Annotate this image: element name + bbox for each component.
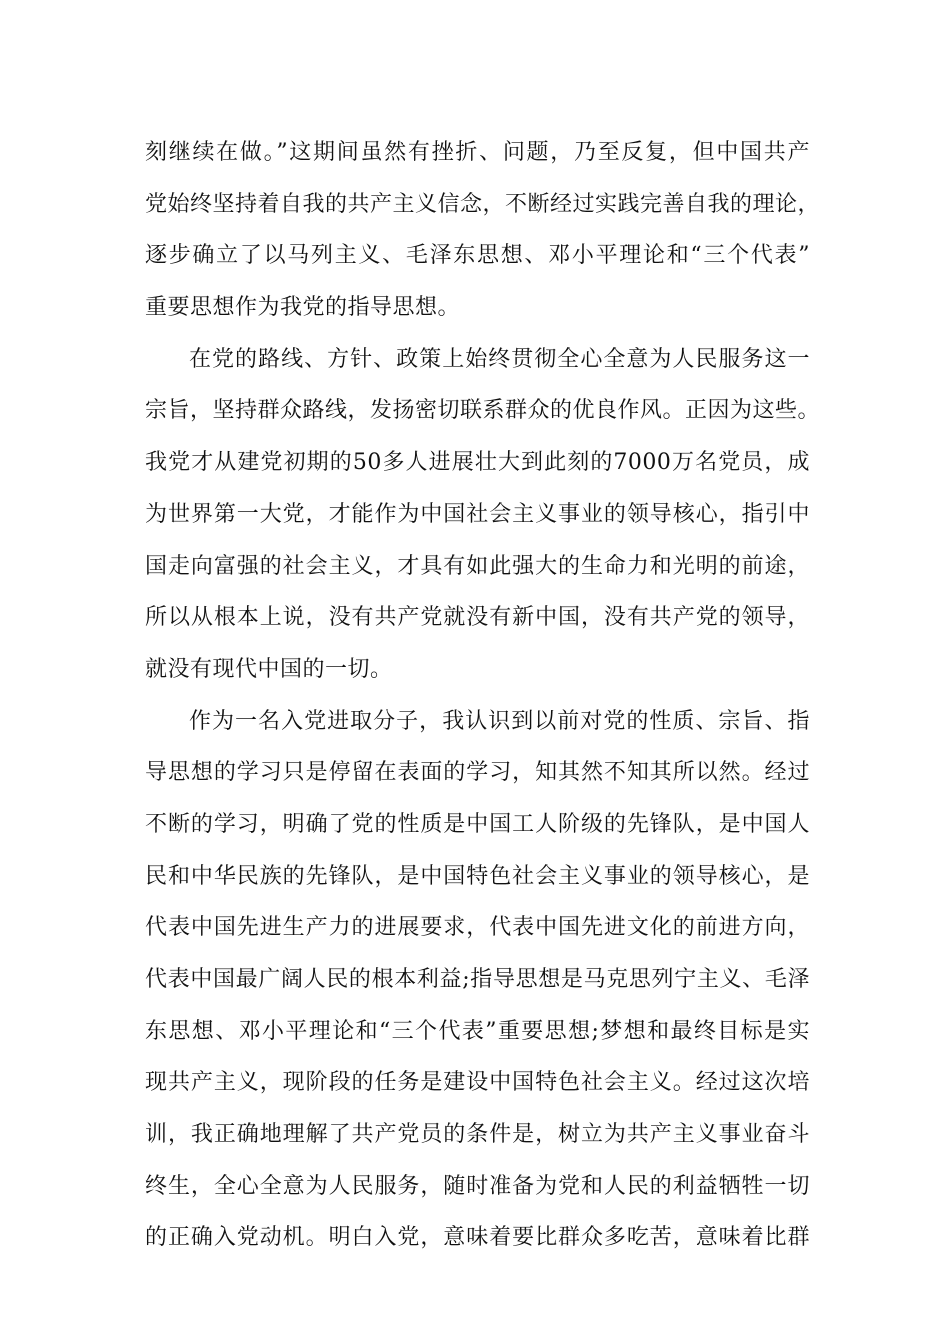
text-line: 我党才从建党初期的50多人进展壮大到此刻的7000万名党员，成 (145, 450, 810, 476)
text-line: 重要思想作为我党的指导思想。 (145, 295, 461, 321)
body-text (145, 127, 821, 1264)
text-line: 代表中国最广阔人民的根本利益;指导思想是马克思列宁主义、毛泽 (145, 967, 810, 992)
text-line: 终生，全心全意为人民服务，随时准备为党和人民的利益牺牲一切 (145, 1173, 810, 1199)
text-line: 现共产主义，现阶段的任务是建设中国特色社会主义。经过这次培 (145, 1070, 810, 1096)
text-line: 刻继续在做。”这期间虽然有挫折、问题，乃至反复，但中国共产 (145, 140, 810, 165)
text-line: 训，我正确地理解了共产党员的条件是，树立为共产主义事业奋斗 (145, 1122, 810, 1148)
text-line: 东思想、邓小平理论和“三个代表”重要思想;梦想和最终目标是实 (145, 1018, 810, 1044)
paragraph-first-line: 在党的路线、方针、政策上始终贯彻全心全意为人民服务这一 (189, 346, 810, 372)
text-line: 不断的学习，明确了党的性质是中国工人阶级的先锋队，是中国人 (145, 811, 810, 837)
text-line: 民和中华民族的先锋队，是中国特色社会主义事业的领导核心，是 (145, 863, 810, 889)
text-line: 代表中国先进生产力的进展要求，代表中国先进文化的前进方向， (145, 915, 810, 941)
text-line: 逐步确立了以马列主义、毛泽东思想、邓小平理论和“三个代表” (145, 243, 810, 269)
text-line: 国走向富强的社会主义，才具有如此强大的生命力和光明的前途， (145, 553, 810, 579)
text-line: 就没有现代中国的一切。 (145, 656, 393, 682)
text-line: 宗旨，坚持群众路线，发扬密切联系群众的优良作风。正因为这些。 (145, 398, 821, 424)
paragraph-first-line: 作为一名入党进取分子，我认识到以前对党的性质、宗旨、指 (189, 708, 810, 734)
text-line: 所以从根本上说，没有共产党就没有新中国，没有共产党的领导， (145, 605, 810, 631)
text-line: 导思想的学习只是停留在表面的学习，知其然不知其所以然。经过 (145, 760, 810, 786)
text-line: 为世界第一大党，才能作为中国社会主义事业的领导核心，指引中 (145, 501, 810, 527)
text-line: 的正确入党动机。明白入党，意味着要比群众多吃苦，意味着比群 (145, 1225, 810, 1251)
text-line: 党始终坚持着自我的共产主义信念，不断经过实践完善自我的理论， (145, 191, 821, 217)
